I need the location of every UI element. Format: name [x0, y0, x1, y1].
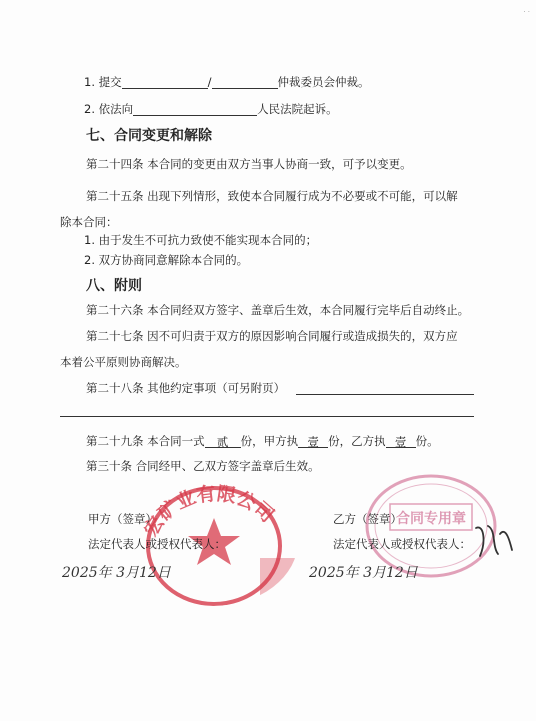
- art29-mid1: 份，甲方执: [240, 434, 299, 448]
- copies-total: 贰: [205, 435, 241, 448]
- article-26: 第二十六条 本合同经双方签字、盖章后生效，本合同履行完毕后自动终止。: [86, 303, 470, 317]
- party-b-signature: [470, 516, 516, 562]
- article-25-line2: 除本合同：: [60, 215, 118, 229]
- blank-arbitration-1a: [122, 76, 208, 89]
- item1-slash: /: [207, 75, 212, 89]
- condition-2: 2. 双方协商同意解除本合同的。: [84, 253, 249, 267]
- date-party-b: 2025年 3月12日: [309, 565, 418, 581]
- section-7-heading: 七、合同变更和解除: [86, 128, 212, 144]
- item1-prefix: 1. 提交: [84, 75, 122, 89]
- article-28: 第二十八条 其他约定事项（可另附页）: [86, 381, 286, 395]
- art29-mid2: 份，乙方执: [328, 434, 386, 448]
- art29-suffix: 份。: [415, 434, 439, 448]
- section-8-heading: 八、附则: [86, 278, 142, 294]
- svg-text:宏矿业有限公司: [139, 482, 278, 541]
- item2-prefix: 2. 依法向: [84, 102, 134, 116]
- article-29: [86, 434, 439, 448]
- seal-b-text: 合同专用章: [396, 511, 466, 527]
- condition-1: 1. 由于发生不可抗力致使不能实现本合同的；: [84, 233, 318, 247]
- copies-party-b: 壹: [386, 435, 416, 448]
- seal-a-text: 宏矿业有限公司: [139, 482, 279, 541]
- date-party-a: 2025年 3月12日: [62, 565, 171, 581]
- blank-other-matters-2: [60, 416, 474, 417]
- blank-court: [133, 103, 257, 116]
- article-24: 第二十四条 本合同的变更由双方当事人协商一致，可予以变更。: [86, 157, 412, 171]
- corner-mark: · ·: [523, 8, 530, 16]
- article-27-line1: 第二十七条 因不可归责于双方的原因影响合同履行或造成损失的，双方应: [86, 329, 458, 343]
- rep-a-label: 法定代表人或授权代表人：: [88, 537, 226, 551]
- copies-party-a: 壹: [298, 435, 328, 448]
- rep-b-label: 法定代表人或授权代表人：: [333, 537, 471, 551]
- item2-suffix: 人民法院起诉。: [257, 102, 338, 116]
- party-b-label: 乙方（签章）: [333, 512, 402, 526]
- party-a-label: 甲方（签章）: [88, 512, 157, 526]
- article-25-line1: 第二十五条 出现下列情形，致使本合同履行成为不必要或不可能，可以解: [86, 189, 458, 203]
- article-27-line2: 本着公平原则协商解决。: [60, 355, 187, 369]
- article-30: 第三十条 合同经甲、乙双方签字盖章后生效。: [86, 459, 320, 473]
- item1-suffix: 仲裁委员会仲裁。: [277, 75, 370, 89]
- blank-other-matters-1: [296, 394, 474, 395]
- blank-arbitration-1b: [212, 76, 278, 89]
- art29-prefix: 第二十九条 本合同一式: [86, 434, 205, 448]
- arbitration-item-2: [84, 102, 338, 116]
- arbitration-item-1: [84, 75, 370, 89]
